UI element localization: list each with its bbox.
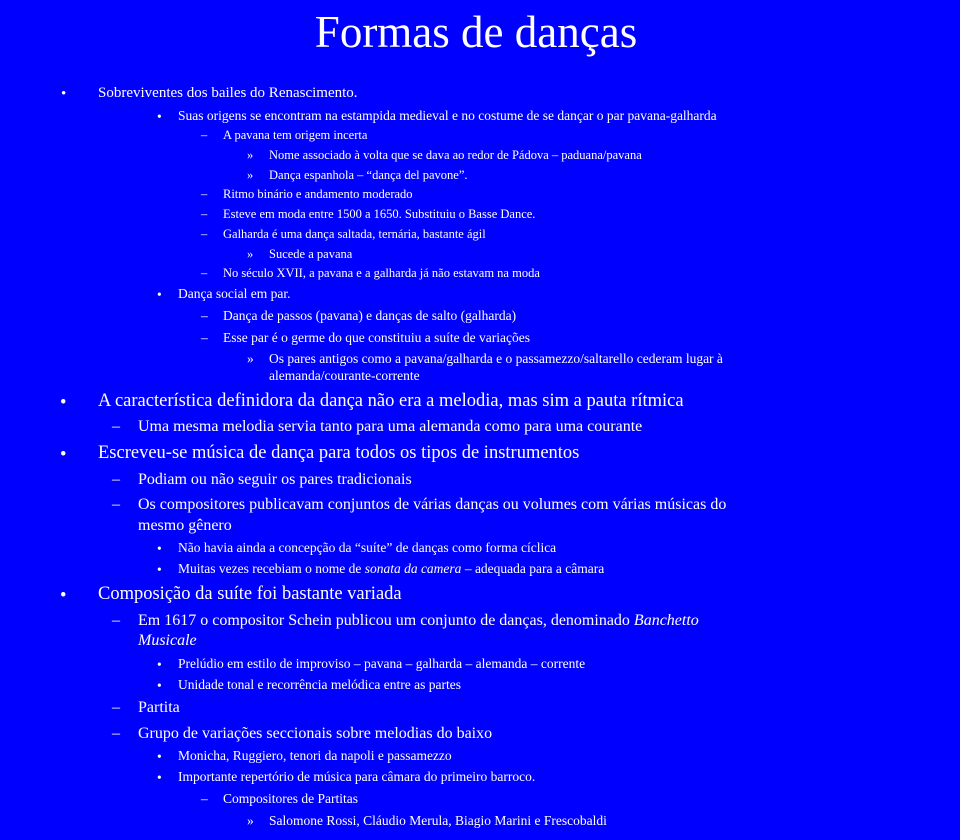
dash-marker: – <box>201 330 208 345</box>
s4-item-c2: Importante repertório de música para câmara do primeiro barroco. <box>178 769 536 784</box>
s4-item-c1: Monicha, Ruggiero, tenori da napoli e passamezzo <box>178 748 452 763</box>
section-1-heading: Sobreviventes dos bailes do Renascimento. <box>98 85 358 101</box>
s3-item-b1: Não havia ainda a concepção da “suíte” de danças como forma cíclica <box>178 540 557 555</box>
bullet-marker: • <box>157 749 162 764</box>
bullet-marker: • <box>157 678 162 693</box>
dash-marker: – <box>112 496 120 513</box>
section-4-heading: Composição da suíte foi bastante variada <box>98 584 402 604</box>
dash-marker: – <box>201 266 208 280</box>
raquo-marker: » <box>247 148 254 162</box>
dash-marker: – <box>112 418 120 435</box>
s4-item-c2a: Compositores de Partitas <box>223 791 358 806</box>
s1-item-a: Suas origens se encontram na estampida medieval e no costume de se dançar o par pavana-galharda <box>178 108 717 123</box>
bullet-marker: • <box>157 562 162 577</box>
s1-item-a1a: Nome associado à volta que se dava ao redor de Pádova – paduana/pavana <box>269 148 642 162</box>
bullet-marker: • <box>157 109 162 124</box>
bullet-marker: • <box>157 541 162 556</box>
dash-marker: – <box>201 187 208 201</box>
s3-item-b2 <box>178 561 604 577</box>
s1-item-a5: No século XVII, a pavana e a galharda já não estavam na moda <box>223 266 540 280</box>
s1-item-b1: Dança de passos (pavana) e danças de salto (galharda) <box>223 308 517 323</box>
dash-marker: – <box>201 128 208 142</box>
s1-item-b2: Esse par é o germe do que constituiu a suíte de variações <box>223 330 531 345</box>
s1-item-a2: Ritmo binário e andamento moderado <box>223 187 413 201</box>
s3-item-b-line2: mesmo gênero <box>138 517 232 534</box>
section-2-heading: A característica definidora da dança não era a melodia, mas sim a pauta rítmica <box>98 391 684 411</box>
bullet-marker: • <box>61 86 67 102</box>
page-title: Formas de danças <box>314 7 638 57</box>
s3-item-a: Podiam ou não seguir os pares tradicionais <box>138 471 412 488</box>
s1-item-a3: Esteve em moda entre 1500 a 1650. Substituiu o Basse Dance. <box>223 207 536 221</box>
dash-marker: – <box>201 227 208 241</box>
s4-item-c2a1: Salomone Rossi, Cláudio Merula, Biagio Marini e Frescobaldi <box>269 813 607 828</box>
dash-marker: – <box>112 471 120 488</box>
s1-item-a4a: Sucede a pavana <box>269 247 353 261</box>
dash-marker: – <box>112 699 120 716</box>
s4-item-a-line2 <box>138 632 197 650</box>
s1-item-b2a-line1: Os pares antigos como a pavana/galharda e o passamezzo/saltarello cederam lugar à <box>269 351 723 366</box>
raquo-marker: » <box>247 168 254 182</box>
bullet-marker: • <box>157 657 162 672</box>
s1-item-b2a-line2: alemanda/courante-corrente <box>269 368 420 383</box>
raquo-marker: » <box>247 813 254 828</box>
s4-item-c: Grupo de variações seccionais sobre melodias do baixo <box>138 725 493 742</box>
s4-item-a-emphasis-2: Musicale <box>138 632 197 649</box>
s3-item-b2-emphasis: sonata da camera <box>364 561 462 576</box>
dash-marker: – <box>201 207 208 221</box>
s4-item-a-emphasis: Banchetto <box>633 612 699 629</box>
dash-marker: – <box>201 791 208 806</box>
s4-item-a-prefix: Em 1617 o compositor Schein publicou um conjunto de danças, denominado <box>138 612 634 629</box>
raquo-marker: » <box>247 351 254 366</box>
s3-item-b-line1: Os compositores publicavam conjuntos de várias danças ou volumes com várias músicas do <box>138 496 727 513</box>
dash-marker: – <box>201 308 208 323</box>
bullet-marker: • <box>60 586 67 606</box>
s1-item-a4: Galharda é uma dança saltada, ternária, bastante ágil <box>223 227 486 241</box>
bullet-marker: • <box>157 287 162 302</box>
s1-item-a1b: Dança espanhola – “dança del pavone”. <box>269 168 468 182</box>
dash-marker: – <box>112 612 120 629</box>
s3-item-b2-suffix: – adequada para a câmara <box>461 561 605 576</box>
bullet-marker: • <box>60 445 67 465</box>
s1-item-a1: A pavana tem origem incerta <box>223 128 368 142</box>
bullet-marker: • <box>60 393 67 413</box>
s1-item-b: Dança social em par. <box>178 286 291 301</box>
section-3-heading: Escreveu-se música de dança para todos os tipos de instrumentos <box>98 443 580 463</box>
dash-marker: – <box>112 725 120 742</box>
s4-item-a-line1 <box>138 612 699 630</box>
raquo-marker: » <box>247 247 254 261</box>
s2-item-a: Uma mesma melodia servia tanto para uma alemanda como para uma courante <box>138 418 643 435</box>
s4-item-a1: Prelúdio em estilo de improviso – pavana – galharda – alemanda – corrente <box>178 656 586 671</box>
s4-item-b: Partita <box>138 699 180 716</box>
bullet-marker: • <box>157 770 162 785</box>
s4-item-a2: Unidade tonal e recorrência melódica entre as partes <box>178 677 461 692</box>
s3-item-b2-prefix: Muitas vezes recebiam o nome de <box>178 561 365 576</box>
